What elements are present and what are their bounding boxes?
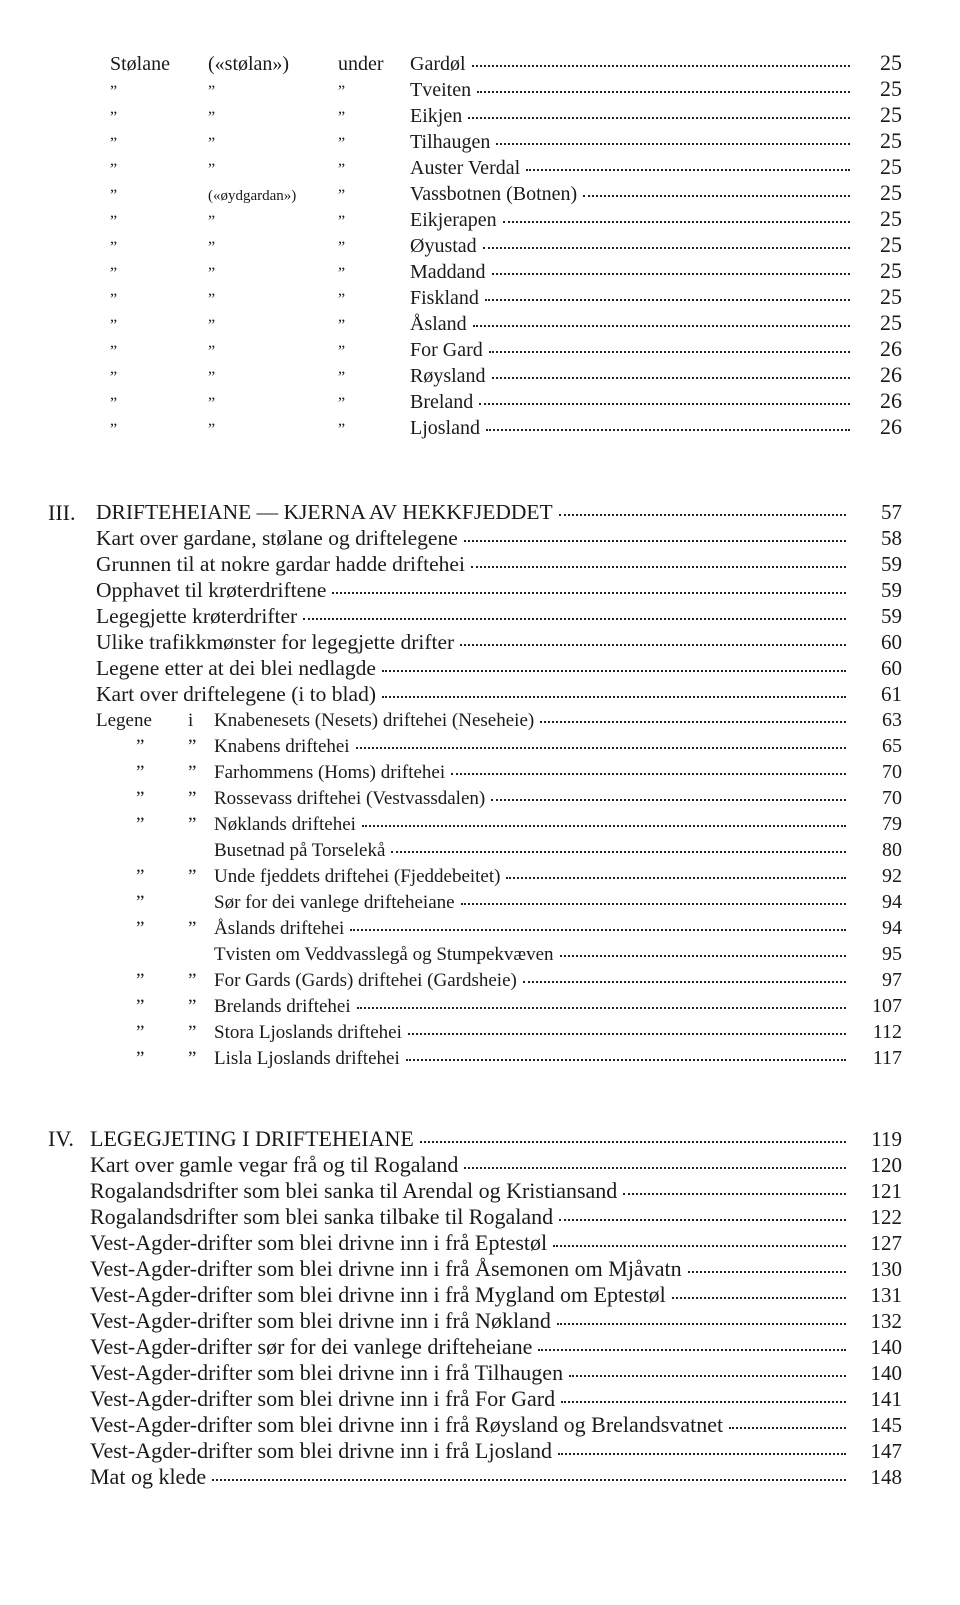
toc-row: [96, 528, 902, 554]
toc-row: [110, 130, 902, 156]
dot-leader: [471, 566, 846, 568]
page-number: 107: [872, 995, 902, 1017]
dot-leader: [479, 403, 850, 405]
row-title: Farhommens (Homs) driftehei: [214, 762, 446, 783]
row-title: Sør for dei vanlege drifteheiane: [214, 892, 455, 913]
dot-leader: [382, 670, 846, 672]
page-number: 60: [881, 630, 902, 654]
dot-leader: [583, 195, 850, 197]
row-label: Legene: [96, 710, 152, 731]
row-title: Vest-Agder-drifter som blei drivne inn i frå Åsemonen om Mjåvatn: [90, 1256, 682, 1281]
page-number: 70: [882, 787, 902, 809]
page-number: 26: [880, 336, 902, 361]
toc-row: [96, 918, 902, 944]
dot-leader: [461, 903, 846, 905]
ditto-mark: ”: [188, 814, 197, 835]
ditto-mark: ”: [338, 109, 346, 126]
dot-leader: [729, 1427, 846, 1429]
row-title: Auster Verdal: [410, 157, 521, 179]
row-title: Rogalandsdrifter som blei sanka til Arendal og Kristiansand: [90, 1178, 618, 1203]
page-number: 58: [881, 526, 902, 550]
row-title: Tveiten: [410, 79, 472, 101]
dot-leader: [558, 1453, 846, 1455]
toc-row: [96, 788, 902, 814]
toc-row: [96, 658, 902, 684]
ditto-mark: ”: [208, 317, 216, 334]
ditto-mark: ”: [110, 395, 118, 412]
row-title: Eikjerapen: [410, 209, 497, 231]
toc-row: [96, 892, 902, 918]
dot-leader: [460, 644, 846, 646]
row-title: Knabens driftehei: [214, 736, 350, 757]
ditto-mark: ”: [338, 213, 346, 230]
ditto-mark: ”: [208, 109, 216, 126]
toc-row: [96, 710, 902, 736]
ditto-mark: ”: [338, 265, 346, 282]
row-title: Eikjen: [410, 105, 463, 127]
dot-leader: [212, 1479, 846, 1481]
row-category: («øydgardan»): [208, 188, 297, 204]
toc-row: [110, 390, 902, 416]
row-title: Gardøl: [410, 53, 466, 75]
row-title: Grunnen til at nokre gardar hadde driftehei: [96, 552, 465, 576]
section-title: DRIFTEHEIANE — KJERNA AV HEKKFJEDDET: [96, 500, 553, 524]
row-title: For Gard: [410, 339, 483, 361]
row-title: Stora Ljoslands driftehei: [214, 1022, 402, 1043]
dot-leader: [420, 1141, 846, 1143]
ditto-mark: ”: [208, 239, 216, 256]
ditto-mark: ”: [110, 343, 118, 360]
page-number: 145: [870, 1413, 902, 1437]
toc-row: [96, 1022, 902, 1048]
page-number: 127: [870, 1231, 902, 1255]
toc-row: [90, 1440, 902, 1466]
page-number: 25: [880, 102, 902, 127]
ditto-mark: ”: [110, 265, 118, 282]
toc-row: [96, 632, 902, 658]
dot-leader: [561, 1401, 846, 1403]
section-number: IV.: [48, 1126, 74, 1151]
page-number: 112: [872, 1021, 902, 1043]
ditto-mark: ”: [208, 291, 216, 308]
ditto-mark: ”: [110, 317, 118, 334]
dot-leader: [523, 981, 846, 983]
toc-row: [110, 52, 902, 78]
ditto-mark: ”: [110, 83, 118, 100]
dot-leader: [569, 1375, 846, 1377]
row-title: Kart over gamle vegar frå og til Rogaland: [90, 1152, 459, 1177]
ditto-mark: ”: [338, 239, 346, 256]
ditto-mark: ”: [338, 395, 346, 412]
row-title: Rogalandsdrifter som blei sanka tilbake til Rogaland: [90, 1204, 554, 1229]
page-number: 63: [882, 709, 902, 731]
page-number: 148: [870, 1465, 902, 1489]
ditto-mark: ”: [208, 161, 216, 178]
page-number: 61: [881, 682, 902, 706]
dot-leader: [451, 773, 846, 775]
ditto-mark: ”: [188, 866, 197, 887]
toc-row: [110, 338, 902, 364]
ditto-mark: ”: [136, 892, 145, 913]
dot-leader: [492, 273, 850, 275]
dot-leader: [350, 929, 846, 931]
page-number: 147: [870, 1439, 902, 1463]
dot-leader: [332, 592, 846, 594]
toc-row: [110, 312, 902, 338]
ditto-mark: ”: [338, 187, 346, 204]
dot-leader: [356, 747, 846, 749]
ditto-mark: ”: [110, 109, 118, 126]
page-number: 59: [881, 578, 902, 602]
row-title: Ulike trafikkmønster for legegjette drifter: [96, 630, 455, 654]
page-number: 117: [872, 1047, 902, 1069]
toc-row: [90, 1154, 902, 1180]
dot-leader: [408, 1033, 846, 1035]
row-title: Brelands driftehei: [214, 996, 351, 1017]
dot-leader: [553, 1245, 846, 1247]
ditto-mark: ”: [136, 1022, 145, 1043]
dot-leader: [406, 1059, 846, 1061]
toc-row: [90, 1310, 902, 1336]
ditto-mark: ”: [110, 213, 118, 230]
ditto-mark: ”: [136, 970, 145, 991]
row-title: Vest-Agder-drifter som blei drivne inn i frå Tilhaugen: [90, 1360, 564, 1385]
row-title: Kart over driftelegene (i to blad): [96, 682, 376, 706]
row-title: Opphavet til krøterdriftene: [96, 578, 327, 602]
dot-leader: [540, 721, 846, 723]
ditto-mark: ”: [338, 421, 346, 438]
row-title: Åslands driftehei: [214, 918, 345, 939]
dot-leader: [557, 1323, 846, 1325]
toc-row: [90, 1336, 902, 1362]
page-number: 95: [882, 943, 902, 965]
ditto-mark: ”: [208, 135, 216, 152]
dot-leader: [477, 91, 850, 93]
page-number: 26: [880, 414, 902, 439]
page-number: 25: [880, 310, 902, 335]
ditto-mark: ”: [188, 788, 197, 809]
ditto-mark: ”: [110, 421, 118, 438]
ditto-mark: ”: [110, 369, 118, 386]
toc-row: [90, 1284, 902, 1310]
row-title: Lisla Ljoslands driftehei: [214, 1048, 400, 1069]
toc-row: [96, 814, 902, 840]
page-number: 70: [882, 761, 902, 783]
ditto-mark: ”: [208, 213, 216, 230]
page-number: 122: [870, 1205, 902, 1229]
row-title: Ljosland: [410, 417, 480, 439]
toc-row: [90, 1466, 902, 1492]
page-number: 26: [880, 388, 902, 413]
page-number: 130: [870, 1257, 902, 1281]
page-number: 25: [880, 76, 902, 101]
dot-leader: [391, 851, 846, 853]
toc-row: [90, 1414, 902, 1440]
toc-row: [96, 996, 902, 1022]
ditto-mark: ”: [136, 996, 145, 1017]
toc-row: [110, 286, 902, 312]
ditto-mark: ”: [208, 343, 216, 360]
toc-row: [96, 580, 902, 606]
page-number: 25: [880, 50, 902, 75]
ditto-mark: ”: [136, 762, 145, 783]
toc-row: [110, 208, 902, 234]
page-number: 59: [881, 604, 902, 628]
row-title: Kart over gardane, stølane og driftelegene: [96, 526, 458, 550]
row-title: Unde fjeddets driftehei (Fjeddebeitet): [214, 866, 501, 887]
dot-leader: [472, 65, 850, 67]
dot-leader: [559, 1219, 846, 1221]
row-title: Fiskland: [410, 287, 479, 309]
ditto-mark: ”: [338, 343, 346, 360]
dot-leader: [503, 221, 850, 223]
ditto-mark: ”: [188, 996, 197, 1017]
page-number: 80: [882, 839, 902, 861]
dot-leader: [623, 1193, 846, 1195]
row-title: Nøklands driftehei: [214, 814, 356, 835]
toc-row: [96, 944, 902, 970]
row-title: Røysland: [410, 365, 486, 387]
dot-leader: [382, 696, 846, 698]
row-preposition: i: [188, 710, 194, 731]
toc-row: [90, 1388, 902, 1414]
row-title: Vest-Agder-drifter som blei drivne inn i frå Eptestøl: [90, 1230, 548, 1255]
section-number: III.: [48, 500, 76, 525]
ditto-mark: ”: [110, 187, 118, 204]
ditto-mark: ”: [188, 918, 197, 939]
page-number: 25: [880, 258, 902, 283]
dot-leader: [485, 299, 850, 301]
page-number: 132: [870, 1309, 902, 1333]
dot-leader: [483, 247, 850, 249]
ditto-mark: ”: [188, 1048, 197, 1069]
row-title: Vassbotnen (Botnen): [410, 183, 578, 205]
row-title: Vest-Agder-drifter som blei drivne inn i frå Ljosland: [90, 1438, 553, 1463]
ditto-mark: ”: [110, 239, 118, 256]
section-heading: [90, 1128, 902, 1154]
page-number: 94: [882, 891, 902, 913]
dot-leader: [486, 429, 850, 431]
toc-row: [110, 182, 902, 208]
ditto-mark: ”: [338, 291, 346, 308]
dot-leader: [526, 169, 850, 171]
toc-row: [110, 234, 902, 260]
page-number: 25: [880, 284, 902, 309]
dot-leader: [560, 955, 846, 957]
page-number: 140: [870, 1361, 902, 1385]
page-number: 79: [882, 813, 902, 835]
page-number: 60: [881, 656, 902, 680]
toc-row: [96, 866, 902, 892]
row-title: Øyustad: [410, 235, 477, 257]
row-title: Legene etter at dei blei nedlagde: [96, 656, 376, 680]
page-number: 57: [881, 500, 902, 524]
dot-leader: [506, 877, 846, 879]
row-title: Maddand: [410, 261, 486, 283]
ditto-mark: ”: [208, 395, 216, 412]
ditto-mark: ”: [136, 1048, 145, 1069]
row-title: Vest-Agder-drifter som blei drivne inn i frå Mygland om Eptestøl: [90, 1282, 666, 1307]
dot-leader: [362, 825, 846, 827]
ditto-mark: ”: [338, 135, 346, 152]
page-number: 25: [880, 232, 902, 257]
row-title: Åsland: [410, 313, 467, 335]
row-title: Vest-Agder-drifter som blei drivne inn i frå Nøkland: [90, 1308, 551, 1333]
ditto-mark: ”: [338, 83, 346, 100]
page-number: 65: [882, 735, 902, 757]
toc-row: [96, 606, 902, 632]
dot-leader: [489, 351, 850, 353]
page-number: 25: [880, 128, 902, 153]
page-number: 120: [870, 1153, 902, 1177]
ditto-mark: ”: [136, 866, 145, 887]
row-title: Mat og klede: [90, 1464, 207, 1489]
ditto-mark: ”: [110, 161, 118, 178]
dot-leader: [473, 325, 850, 327]
ditto-mark: ”: [110, 291, 118, 308]
page-number: 25: [880, 180, 902, 205]
page-number: 140: [870, 1335, 902, 1359]
ditto-mark: ”: [338, 161, 346, 178]
toc-row: [90, 1232, 902, 1258]
dot-leader: [496, 143, 850, 145]
ditto-mark: ”: [338, 317, 346, 334]
row-relation: under: [338, 53, 384, 75]
page-number: 25: [880, 206, 902, 231]
page-number: 26: [880, 362, 902, 387]
toc-row: [110, 78, 902, 104]
toc-row: [90, 1180, 902, 1206]
ditto-mark: ”: [136, 814, 145, 835]
page-number: 119: [871, 1127, 902, 1151]
row-title: Tilhaugen: [410, 131, 491, 153]
ditto-mark: ”: [136, 736, 145, 757]
ditto-mark: ”: [188, 736, 197, 757]
row-title: Legegjette krøterdrifter: [96, 604, 298, 628]
dot-leader: [538, 1349, 846, 1351]
ditto-mark: ”: [188, 762, 197, 783]
row-label: Stølane: [110, 53, 170, 75]
toc-row: [90, 1362, 902, 1388]
toc-row: [96, 554, 902, 580]
dot-leader: [357, 1007, 846, 1009]
ditto-mark: ”: [110, 135, 118, 152]
dot-leader: [464, 540, 846, 542]
toc-row: [110, 364, 902, 390]
page-number: 131: [870, 1283, 902, 1307]
row-title: For Gards (Gards) driftehei (Gardsheie): [214, 970, 517, 991]
row-title: Tvisten om Veddvasslegå og Stumpekvæven: [214, 944, 554, 965]
row-title: Vest-Agder-drifter sør for dei vanlege drifteheiane: [90, 1334, 533, 1359]
toc-row: [96, 840, 902, 866]
toc-row: [96, 1048, 902, 1074]
ditto-mark: ”: [136, 918, 145, 939]
toc-row: [110, 416, 902, 442]
toc-row: [90, 1258, 902, 1284]
dot-leader: [491, 799, 846, 801]
dot-leader: [492, 377, 850, 379]
page-number: 94: [882, 917, 902, 939]
page-number: 97: [882, 969, 902, 991]
page-number: 141: [870, 1387, 902, 1411]
dot-leader: [672, 1297, 846, 1299]
page-number: 25: [880, 154, 902, 179]
toc-row: [96, 762, 902, 788]
page-number: 92: [882, 865, 902, 887]
toc-row: [90, 1206, 902, 1232]
dot-leader: [468, 117, 850, 119]
dot-leader: [688, 1271, 846, 1273]
dot-leader: [464, 1167, 846, 1169]
ditto-mark: ”: [188, 970, 197, 991]
ditto-mark: ”: [208, 421, 216, 438]
ditto-mark: ”: [338, 369, 346, 386]
section-title: LEGEGJETING I DRIFTEHEIANE: [90, 1126, 414, 1151]
page-number: 121: [870, 1179, 902, 1203]
row-title: Breland: [410, 391, 474, 413]
row-title: Vest-Agder-drifter som blei drivne inn i frå Røysland og Brelandsvatnet: [90, 1412, 724, 1437]
row-title: Rossevass driftehei (Vestvassdalen): [214, 788, 486, 809]
row-title: Vest-Agder-drifter som blei drivne inn i frå For Gard: [90, 1386, 556, 1411]
page-number: 59: [881, 552, 902, 576]
dot-leader: [303, 618, 846, 620]
dot-leader: [559, 514, 846, 516]
toc-row: [110, 260, 902, 286]
row-title: Knabenesets (Nesets) driftehei (Neseheie): [214, 710, 535, 731]
toc-row: [110, 104, 902, 130]
toc-row: [96, 684, 902, 710]
ditto-mark: ”: [208, 83, 216, 100]
section-heading: [96, 502, 902, 528]
ditto-mark: ”: [136, 788, 145, 809]
ditto-mark: ”: [208, 369, 216, 386]
row-category: («stølan»): [208, 53, 290, 75]
toc-row: [96, 970, 902, 996]
row-title: Busetnad på Torselekå: [214, 840, 386, 861]
toc-row: [110, 156, 902, 182]
ditto-mark: ”: [208, 265, 216, 282]
toc-row: [96, 736, 902, 762]
ditto-mark: ”: [188, 1022, 197, 1043]
